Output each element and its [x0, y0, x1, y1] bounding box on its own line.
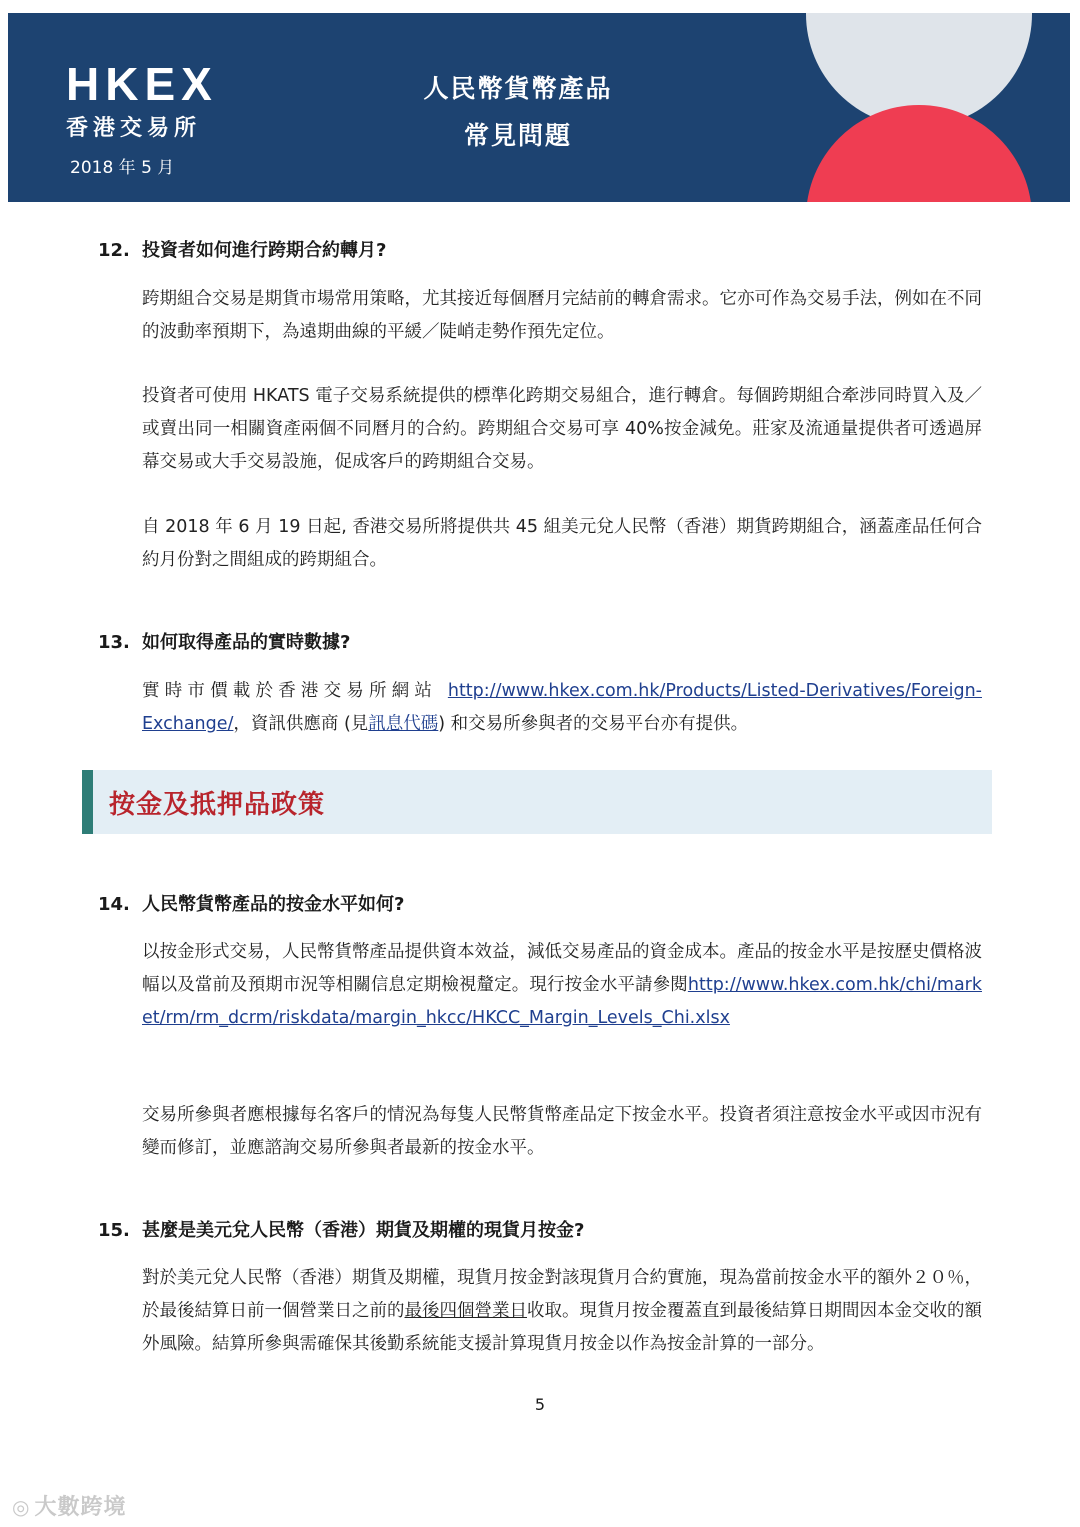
document-title: 人民幣貨幣產品: [423, 74, 613, 103]
answer-12-paragraph-2: 投資者可使用 HKATS 電子交易系統提供的標準化跨期交易組合，進行轉倉。每個跨期組合牽涉同時買入及／或賣出同一相關資產兩個不同曆月的合約。跨期組合交易可享 40%按金減免。莊家及流通量提供者可透過屏幕交易或大手交易設施，促成客戶的跨期組合交易。: [142, 386, 982, 472]
underlined-text: 最後四個營業日: [404, 1301, 527, 1321]
decorative-red-circle: [806, 105, 1032, 202]
answer-text: 對於美元兌人民幣（香港）期貨及期權，現貨月按金對該現貨月合約實施，現為當前按金水平的額外２０％，於最後結算日前一個營業日之前的: [142, 1268, 982, 1321]
document-date: 2018 年 5 月: [70, 158, 175, 178]
question-number: 12.: [98, 240, 130, 261]
document-subtitle: 常見問題: [463, 121, 572, 150]
answer-13-paragraph: [142, 675, 982, 741]
answer-12-paragraph-3: 自 2018 年 6 月 19 日起, 香港交易所將提供共 45 組美元兌人民幣（香港）期貨跨期組合，涵蓋產品任何合約月份對之間組成的跨期組合。: [142, 517, 982, 570]
question-12: [98, 236, 386, 262]
question-number: 14.: [98, 894, 130, 915]
page-number: 5: [534, 1395, 546, 1414]
answer-text: ) 和交易所參與者的交易平台亦有提供。: [438, 714, 749, 734]
hkex-logo: [66, 58, 218, 142]
question-15: [98, 1216, 584, 1242]
question-text: 如何取得產品的實時數據?: [142, 632, 351, 653]
question-13: [98, 628, 350, 654]
logo-mark: HKEX: [66, 58, 218, 110]
answer-text: ，資訊供應商 (見: [233, 714, 369, 734]
question-14: [98, 890, 404, 916]
question-text: 甚麼是美元兌人民幣（香港）期貨及期權的現貨月按金?: [142, 1220, 585, 1241]
answer-15-paragraph: [142, 1262, 982, 1361]
header-banner: [8, 13, 1070, 202]
watermark-logo-icon: ◎: [12, 1495, 31, 1519]
question-number: 13.: [98, 632, 130, 653]
answer-text: 以按金形式交易，人民幣貨幣產品提供資本效益，減低交易產品的資金成本。產品的按金水平是按歷史價格波幅以及當前及預期市況等相關信息定期檢視釐定。現行按金水平請參閱: [142, 942, 982, 995]
answer-text: 實時市價載於香港交易所網站: [142, 681, 448, 701]
question-text: 人民幣貨幣產品的按金水平如何?: [142, 894, 405, 915]
section-title: 按金及抵押品政策: [109, 790, 326, 820]
answer-14-paragraph-1: [142, 936, 982, 1035]
section-header: [82, 770, 992, 834]
question-text: 投資者如何進行跨期合約轉月?: [142, 240, 387, 261]
watermark-text: 大數跨境: [34, 1495, 127, 1520]
hkex-products-link[interactable]: http://www.hkex.com.hk/Products/Listed-Derivatives/Foreign-Exchange/: [142, 681, 982, 734]
question-number: 15.: [98, 1220, 130, 1241]
answer-text: 收取。現貨月按金覆蓋直到最後結算日期間因本金交收的額外風險。結算所參與需確保其後勤系統能支援計算現貨月按金以作為按金計算的一部分。: [142, 1301, 982, 1354]
answer-12-paragraph-1: 跨期組合交易是期貨市場常用策略，尤其接近每個曆月完結前的轉倉需求。它亦可作為交易手法，例如在不同的波動率預期下，為遠期曲線的平緩／陡峭走勢作預先定位。: [142, 289, 982, 342]
answer-14-paragraph-2: 交易所參與者應根據每名客戶的情況為每隻人民幣貨幣產品定下按金水平。投資者須注意按金水平或因市況有變而修訂，並應諮詢交易所參與者最新的按金水平。: [142, 1105, 982, 1158]
message-code-link[interactable]: 訊息代碼: [368, 714, 439, 734]
logo-chinese-name: 香港交易所: [66, 116, 202, 141]
watermark: [12, 1490, 126, 1521]
margin-levels-link[interactable]: http://www.hkex.com.hk/chi/market/rm/rm_dcrm/riskdata/margin_hkcc/HKCC_Margin_Levels_Chi.xlsx: [142, 975, 982, 1028]
